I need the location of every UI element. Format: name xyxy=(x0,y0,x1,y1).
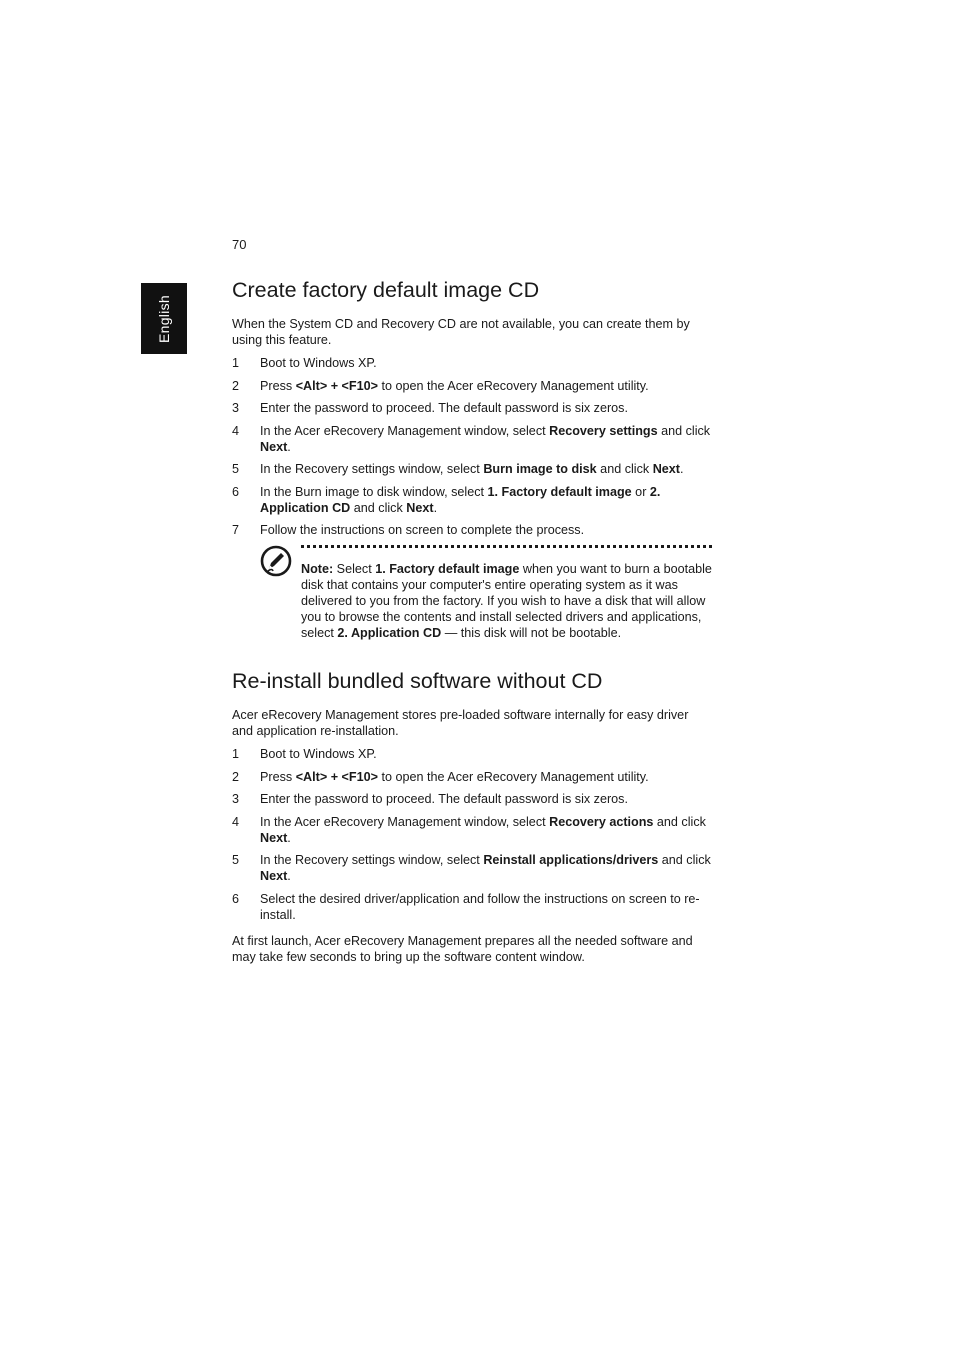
step-text xyxy=(260,746,712,762)
text-run: Select xyxy=(333,562,376,576)
step-item xyxy=(232,852,712,884)
section-title: Create factory default image CD xyxy=(232,278,540,302)
step-item xyxy=(232,522,712,538)
step-text xyxy=(260,891,712,923)
text-run: Press xyxy=(260,769,296,784)
section-title: Re-install bundled software without CD xyxy=(232,669,603,693)
bold-term: Note: xyxy=(301,562,334,576)
bold-term: 2. Application CD xyxy=(260,484,661,515)
step-text xyxy=(260,522,712,538)
step-number: 6 xyxy=(232,484,240,499)
text-run: and click xyxy=(653,814,706,829)
bold-term: Next xyxy=(260,439,288,454)
step-number: 3 xyxy=(232,401,240,415)
step-item xyxy=(232,891,712,923)
text-run: In the Recovery settings window, select xyxy=(260,462,484,476)
section-outro: At first launch, Acer eRecovery Management prepares all the needed software and may take few seconds to bring up the software content window. xyxy=(232,933,693,964)
step-item xyxy=(232,423,712,455)
text-run: and click xyxy=(657,423,711,438)
step-number: 2 xyxy=(232,378,240,393)
language-tab-label: English xyxy=(156,294,172,343)
step-item xyxy=(232,484,712,516)
note-text xyxy=(301,561,712,641)
step-item xyxy=(232,746,712,762)
step-item xyxy=(232,461,712,477)
step-number: 1 xyxy=(232,356,240,370)
step-number: 1 xyxy=(232,747,240,761)
text-run: — this disk will not be bootable. xyxy=(441,626,622,640)
bold-term: <Alt> + <F10> xyxy=(295,769,378,784)
text-run: . xyxy=(287,869,291,883)
step-number: 2 xyxy=(232,769,240,784)
text-run: . xyxy=(679,462,684,476)
bold-term: Reinstall applications/drivers xyxy=(483,853,659,867)
step-item xyxy=(232,769,712,785)
note-pen-icon xyxy=(260,545,292,577)
step-text xyxy=(260,814,712,846)
bold-term: 1. Factory default image xyxy=(375,562,520,576)
step-item xyxy=(232,400,712,416)
note-divider xyxy=(301,545,712,548)
text-run: . xyxy=(287,439,291,454)
steps-list xyxy=(232,746,712,923)
text-run: In the Acer eRecovery Management window, select xyxy=(260,423,550,438)
step-text xyxy=(260,378,712,394)
bold-term: Next xyxy=(260,830,288,845)
text-run: and click xyxy=(658,853,711,867)
text-run: Press xyxy=(260,378,296,393)
step-item xyxy=(232,355,712,371)
step-text xyxy=(260,852,712,884)
steps-list xyxy=(232,355,712,538)
text-run: Boot to Windows XP. xyxy=(260,356,377,370)
step-number: 5 xyxy=(232,462,240,476)
text-run: and click xyxy=(596,462,653,476)
text-run: Boot to Windows XP. xyxy=(260,747,377,761)
note-box xyxy=(260,545,712,641)
page-number: 70 xyxy=(232,237,247,252)
text-run: . xyxy=(433,500,438,515)
text-run: In the Acer eRecovery Management window, select xyxy=(260,814,550,829)
text-run: Enter the password to proceed. The default password is six zeros. xyxy=(260,792,628,806)
main-content xyxy=(232,276,712,965)
text-run: and click xyxy=(350,500,407,515)
step-text xyxy=(260,769,712,785)
bold-term: Recovery actions xyxy=(549,814,654,829)
section-reinstall-software xyxy=(232,667,712,965)
step-text xyxy=(260,791,712,807)
text-run: when you want to burn a bootable disk that contains your computer's entire operating system as it was delivered to you from the factory. If you wish to have a disk that will allow you to browse the contents and install selected drivers and applications, select xyxy=(301,562,712,640)
step-item xyxy=(232,378,712,394)
text-run: In the Recovery settings window, select xyxy=(260,853,484,867)
bold-term: Next xyxy=(260,869,288,883)
bold-term: <Alt> + <F10> xyxy=(295,378,378,393)
text-run: to open the Acer eRecovery Management utility. xyxy=(377,769,649,784)
step-text xyxy=(260,400,712,416)
step-text xyxy=(260,484,712,516)
text-run: . xyxy=(287,830,291,845)
bold-term: 1. Factory default image xyxy=(487,484,632,499)
text-run: to open the Acer eRecovery Management utility. xyxy=(377,378,649,393)
step-item xyxy=(232,791,712,807)
bold-term: Recovery settings xyxy=(549,423,658,438)
text-run: Enter the password to proceed. The default password is six zeros. xyxy=(260,401,628,415)
step-number: 3 xyxy=(232,792,240,806)
bold-term: Next xyxy=(406,500,434,515)
bold-term: 2. Application CD xyxy=(337,626,442,640)
step-text xyxy=(260,355,712,371)
text-run: Follow the instructions on screen to complete the process. xyxy=(260,523,585,537)
bold-term: Burn image to disk xyxy=(483,462,597,476)
step-number: 6 xyxy=(232,891,240,906)
step-item xyxy=(232,814,712,846)
bold-term: Next xyxy=(652,462,680,476)
step-number: 4 xyxy=(232,814,240,829)
language-tab xyxy=(141,283,187,354)
text-run: Select the desired driver/application and follow the instructions on screen to re-install. xyxy=(260,891,700,922)
step-text xyxy=(260,461,712,477)
text-run: In the Burn image to disk window, select xyxy=(260,484,488,499)
text-run: or xyxy=(631,484,650,499)
section-intro: Acer eRecovery Management stores pre-loaded software internally for easy driver and application re-installation. xyxy=(232,708,689,738)
step-number: 4 xyxy=(232,423,240,438)
section-intro: When the System CD and Recovery CD are not available, you can create them by using this feature. xyxy=(232,317,690,347)
step-number: 5 xyxy=(232,853,240,867)
step-number: 7 xyxy=(232,523,240,537)
step-text xyxy=(260,423,712,455)
section-create-factory-image xyxy=(232,276,712,641)
